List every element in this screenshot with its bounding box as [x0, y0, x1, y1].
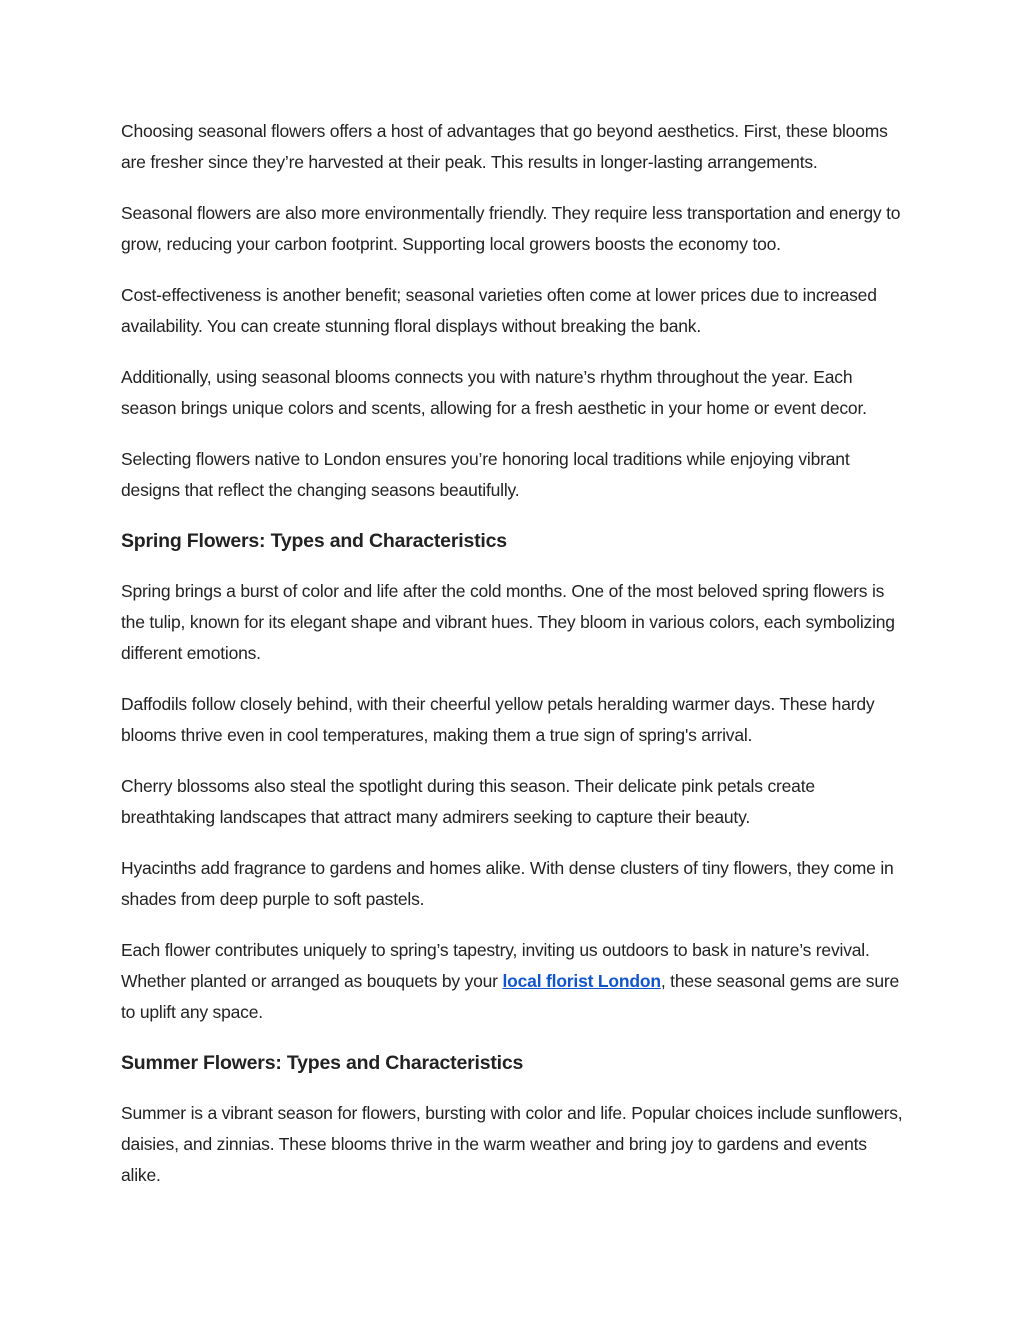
paragraph-spring-tulip: Spring brings a burst of color and life after the cold months. One of the most beloved spring flowers is the tulip, known for its elegant shape and vibrant hues. They bloom in various colors, each symbolizing different emotions.	[121, 581, 895, 663]
paragraph-native-london: Selecting flowers native to London ensures you’re honoring local traditions while enjoying vibrant designs that reflect the changing seasons beautifully.	[121, 449, 850, 500]
article-body	[121, 116, 911, 1211]
paragraph-spring-daffodils: Daffodils follow closely behind, with their cheerful yellow petals heralding warmer days. These hardy blooms thrive even in cool temperatures, making them a true sign of spring's arrival.	[121, 694, 875, 745]
closing-text-before-link: Each flower contributes uniquely to spring’s tapestry, inviting us outdoors to bask in nature’s revival. Whether planted or arranged as bouquets by your	[121, 940, 870, 991]
paragraph-spring-hyacinths: Hyacinths add fragrance to gardens and homes alike. With dense clusters of tiny flowers, they come in shades from deep purple to soft pastels.	[121, 858, 894, 909]
paragraph-summer-intro: Summer is a vibrant season for flowers, bursting with color and life. Popular choices include sunflowers, daisies, and zinnias. These blooms thrive in the warm weather and bring joy to gardens and events alike.	[121, 1103, 903, 1185]
paragraph-cost: Cost-effectiveness is another benefit; seasonal varieties often come at lower prices due to increased availability. You can create stunning floral displays without breaking the bank.	[121, 285, 877, 336]
local-florist-london-link[interactable]: local florist London	[502, 971, 661, 991]
closing-text-after-link: , these seasonal gems are sure to uplift any space.	[121, 971, 900, 1022]
paragraph-spring-cherry: Cherry blossoms also steal the spotlight during this season. Their delicate pink petals create breathtaking landscapes that attract many admirers seeking to capture their beauty.	[121, 776, 815, 827]
paragraph-nature-rhythm: Additionally, using seasonal blooms connects you with nature’s rhythm throughout the year. Each season brings unique colors and scents, allowing for a fresh aesthetic in your home or event decor.	[121, 367, 867, 418]
summer-heading: Summer Flowers: Types and Characteristics	[121, 1052, 524, 1074]
paragraph-spring-closing	[121, 935, 911, 1028]
spring-heading: Spring Flowers: Types and Characteristics	[121, 530, 507, 552]
paragraph-fresher-blooms: Choosing seasonal flowers offers a host of advantages that go beyond aesthetics. First, these blooms are fresher since they’re harvested at their peak. This results in longer-lasting arrangements.	[121, 121, 888, 172]
paragraph-environment: Seasonal flowers are also more environmentally friendly. They require less transportation and energy to grow, reducing your carbon footprint. Supporting local growers boosts the economy too.	[121, 203, 901, 254]
